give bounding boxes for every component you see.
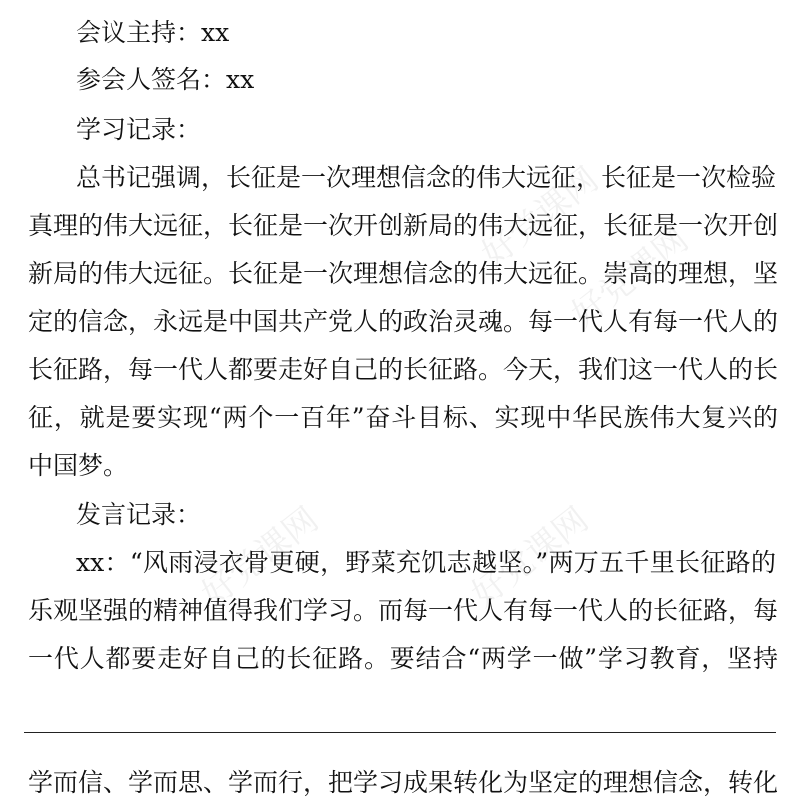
speech-record-line: xx：“风雨浸衣骨更硬，野菜充饥志越坚。”两万五千里长征路的 — [76, 548, 776, 577]
study-record-line: 中国梦。 — [28, 451, 129, 480]
speech-record-line: 一代人都要走好自己的长征路。要结合“两学一做”学习教育，坚持 — [28, 644, 778, 673]
meeting-host-line: 会议主持：xx — [76, 18, 230, 47]
page-divider — [24, 732, 776, 733]
speech-record-line: 乐观坚强的精神值得我们学习。而每一代人有每一代人的长征路，每 — [28, 596, 778, 625]
watermark: 好党课网 — [194, 499, 327, 615]
study-record-line: 征，就是要实现“两个一百年”奋斗目标、实现中华民族伟大复兴的 — [28, 403, 778, 432]
study-record-line: 定的信念，永远是中国共产党人的政治灵魂。每一代人有每一代人的 — [28, 307, 778, 336]
watermark: 好党课网 — [474, 159, 607, 275]
study-record-line: 总书记强调，长征是一次理想信念的伟大远征，长征是一次检验 — [76, 163, 776, 192]
attendees-signature-line: 参会人签名：xx — [76, 65, 255, 94]
study-record-line: 长征路，每一代人都要走好自己的长征路。今天，我们这一代人的长 — [28, 355, 778, 384]
watermark: 好党课网 — [464, 499, 597, 615]
study-record-line: 真理的伟大远征，长征是一次开创新局的伟大远征，长征是一次开创 — [28, 211, 778, 240]
watermark: 好党课网 — [564, 219, 697, 335]
next-page-line: 学而信、学而思、学而行，把学习成果转化为坚定的理想信念，转化 — [28, 768, 778, 797]
study-record-heading: 学习记录： — [76, 115, 202, 144]
speech-record-heading: 发言记录： — [76, 500, 202, 529]
study-record-line: 新局的伟大远征。长征是一次理想信念的伟大远征。崇高的理想，坚 — [28, 259, 778, 288]
